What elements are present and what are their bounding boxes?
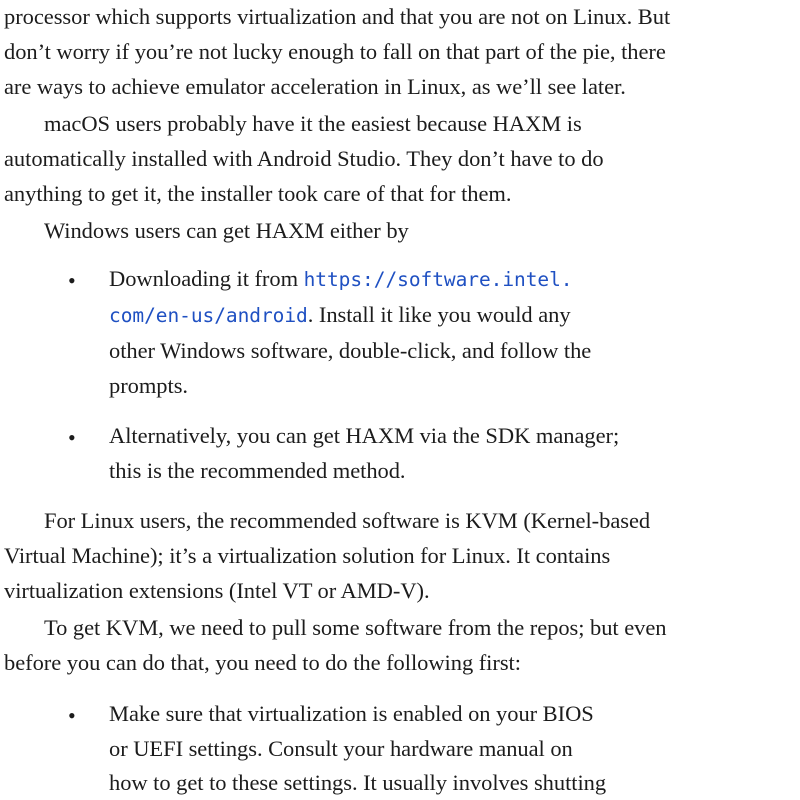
bullet-line: Make sure that virtualization is enabled on your BIOS	[109, 701, 594, 726]
download-link[interactable]: https://software.intel.	[303, 268, 573, 291]
download-link-continued[interactable]: com/en-us/android	[109, 304, 308, 327]
paragraph-line: macOS users probably have it the easiest because HAXM is	[44, 111, 582, 136]
paragraph-line: don’t worry if you’re not lucky enough to fall on that part of the pie, there	[4, 39, 666, 64]
bullet-text: . Install it like you would any	[307, 302, 571, 327]
bullet-line	[109, 298, 571, 333]
paragraph-line: Virtual Machine); it’s a virtualization solution for Linux. It contains	[4, 543, 611, 568]
bullet-line: other Windows software, double-click, and follow the	[109, 338, 592, 363]
bullet-line: prompts.	[109, 373, 188, 398]
bullet-marker: •	[68, 703, 76, 728]
paragraph-line: For Linux users, the recommended software is KVM (Kernel-based	[44, 508, 651, 533]
paragraph-line: To get KVM, we need to pull some software from the repos; but even	[44, 615, 667, 640]
bullet-line: or UEFI settings. Consult your hardware manual on	[109, 736, 573, 761]
paragraph-line: processor which supports virtualization and that you are not on Linux. But	[4, 4, 671, 29]
bullet-text: Downloading it from	[109, 266, 304, 291]
bullet-marker: •	[68, 268, 76, 293]
paragraph-line: anything to get it, the installer took care of that for them.	[4, 181, 512, 206]
paragraph-line: Windows users can get HAXM either by	[44, 218, 409, 243]
bullet-marker: •	[68, 425, 76, 450]
paragraph-line: automatically installed with Android Studio. They don’t have to do	[4, 146, 604, 171]
bullet-line: Alternatively, you can get HAXM via the SDK manager;	[109, 423, 620, 448]
bullet-line: how to get to these settings. It usually involves shutting	[109, 770, 607, 795]
bullet-line	[109, 262, 572, 297]
paragraph-line: virtualization extensions (Intel VT or AMD-V).	[4, 578, 430, 603]
paragraph-line: are ways to achieve emulator acceleration in Linux, as we’ll see later.	[4, 74, 626, 99]
bullet-line: this is the recommended method.	[109, 458, 406, 483]
paragraph-line: before you can do that, you need to do the following first:	[4, 650, 521, 675]
